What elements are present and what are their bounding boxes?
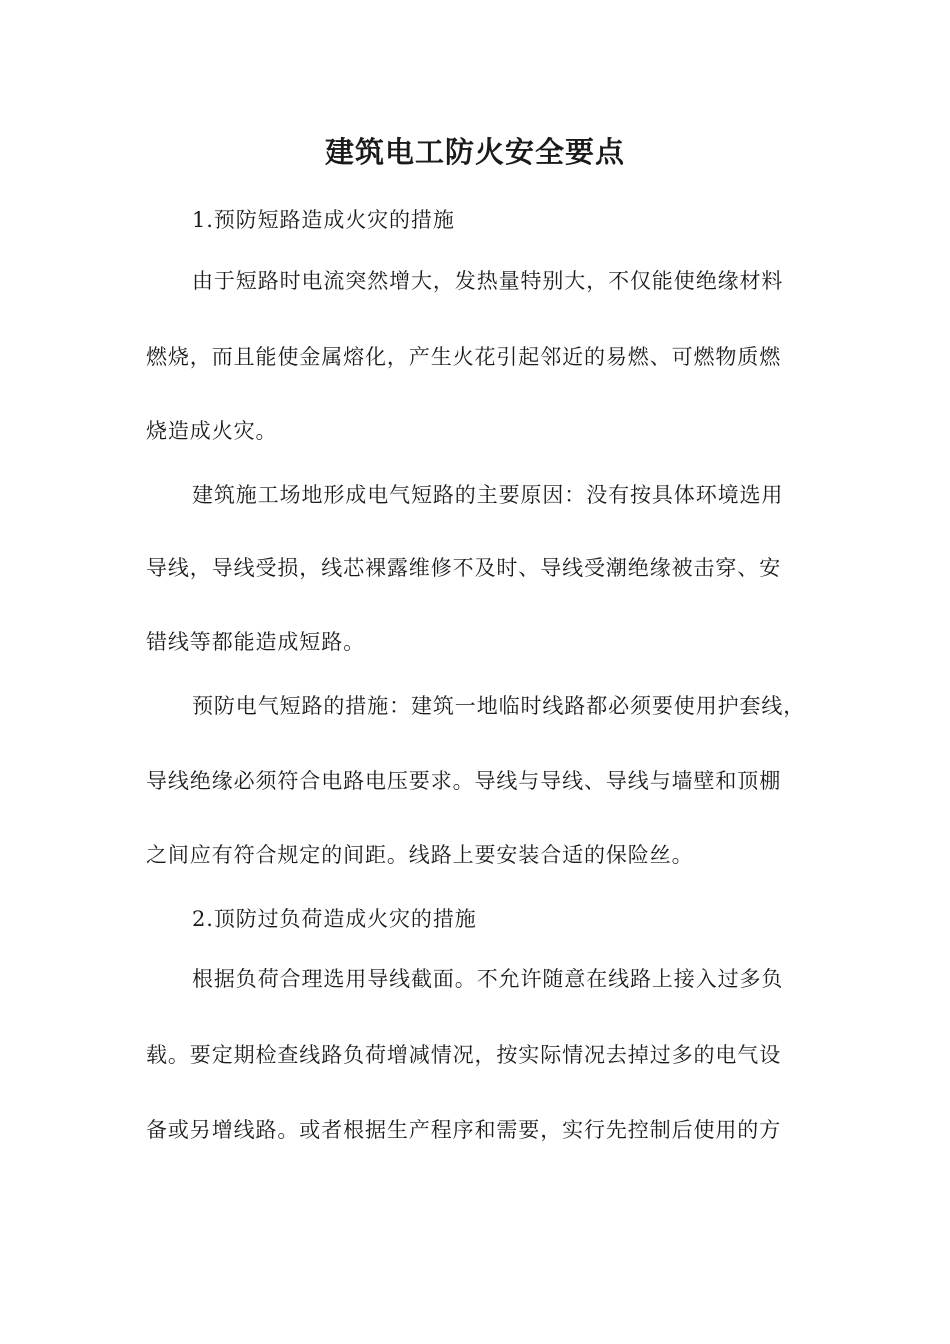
paragraph-line: 烧造成火灾。	[146, 419, 278, 443]
section-heading-1: 1.预防短路造成火灾的措施	[192, 208, 455, 232]
paragraph-line: 导线，导线受损，线芯裸露维修不及时、导线受潮绝缘被击穿、安	[146, 556, 782, 580]
section-heading-2: 2.顶防过负荷造成火灾的措施	[192, 907, 477, 931]
paragraph-line: 载。要定期检查线路负荷增减情况，按实际情况去掉过多的电气设	[146, 1043, 782, 1067]
paragraph-line: 由于短路时电流突然增大，发热量特别大，不仅能使绝缘材料	[192, 269, 784, 293]
paragraph-line: 之间应有符合规定的间距。线路上要安装合适的保险丝。	[146, 843, 694, 867]
paragraph-line: 导线绝缘必须符合电路电压要求。导线与导线、导线与墙壁和顶棚	[146, 769, 782, 793]
paragraph-line: 建筑施工场地形成电气短路的主要原因：没有按具体环境选用	[192, 483, 784, 507]
paragraph-line: 根据负荷合理选用导线截面。不允许随意在线路上接入过多负	[192, 967, 784, 991]
document-title: 建筑电工防火安全要点	[324, 135, 625, 169]
paragraph-line: 备或另增线路。或者根据生产程序和需要，实行先控制后使用的方	[146, 1118, 782, 1142]
paragraph-line: 预防电气短路的措施：建筑一地临时线路都必须要使用护套线，	[192, 694, 806, 718]
paragraph-line: 燃烧，而且能使金属熔化，产生火花引起邻近的易燃、可燃物质燃	[146, 345, 782, 369]
paragraph-line: 错线等都能造成短路。	[146, 630, 365, 654]
